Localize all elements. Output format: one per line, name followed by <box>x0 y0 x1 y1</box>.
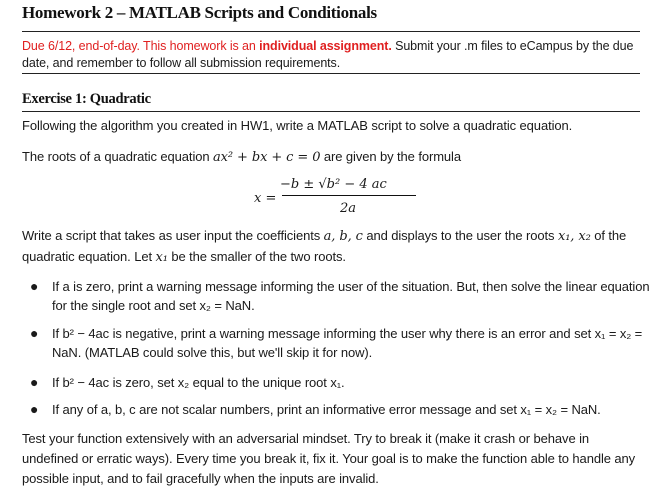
formula-lhs: x = <box>254 191 277 206</box>
bullet-text: If b² − 4ac is negative, print a warning message informing the user why there is an error and set x₁ = x₂ = NaN. (MATLAB could solve this, but we'll skip it for now). <box>52 326 643 360</box>
coefficient-vars: a, b, c <box>323 229 363 244</box>
task-text-1: Write a script that takes as user input the coefficients <box>22 228 324 243</box>
task-text-3: of the quadratic equation. Let <box>22 228 627 264</box>
bullet-icon: ● <box>30 278 39 294</box>
quadratic-equation: ax² + bx + c = 0 <box>213 150 321 165</box>
individual-assignment-text: individual assignment. <box>259 39 392 53</box>
document-title: Homework 2 – MATLAB Scripts and Conditionals <box>22 3 377 22</box>
bullet-icon: ● <box>30 374 39 390</box>
task-text-2: and displays to the user the roots <box>362 228 558 243</box>
x1-var: x₁ <box>155 250 168 265</box>
exercise-intro: Following the algorithm you created in HW1, write a MATLAB script to solve a quadratic equation. <box>22 118 573 133</box>
roots-tail-text: are given by the formula <box>320 149 461 164</box>
quadratic-formula <box>254 177 454 223</box>
formula-denominator: 2a <box>340 201 357 216</box>
exercise-divider <box>22 111 640 112</box>
due-notice <box>22 38 642 72</box>
closing-paragraph: Test your function extensively with an adversarial mindset. Try to break it (make it crash or behave in undefined or erratic ways). Every time you break it, fix it. Your goal is to make the function able to handle any possible input, and to fail gracefully when the inputs are invalid. <box>22 431 636 486</box>
task-description <box>22 226 647 268</box>
roots-statement <box>22 147 647 168</box>
roots-lead-text: The roots of a quadratic equation <box>22 149 214 164</box>
bullet-icon: ● <box>30 325 39 341</box>
due-divider <box>22 73 640 74</box>
bullet-icon: ● <box>30 401 39 417</box>
root-vars: x₁, x₂ <box>557 229 591 244</box>
bullet-text: If b² − 4ac is zero, set x₂ equal to the unique root x₁. <box>52 375 345 390</box>
due-date-text: Due 6/12, end-of-day. This homework is an <box>22 39 260 53</box>
exercise-heading: Exercise 1: Quadratic <box>22 91 151 107</box>
task-text-4: be the smaller of the two roots. <box>167 249 346 264</box>
bullet-text: If any of a, b, c are not scalar numbers, print an informative error message and set x₁ = x₂ = NaN. <box>52 402 601 417</box>
bullet-text: If a is zero, print a warning message informing the user of the situation. But, then solve the linear equation for the single root and set x₂ = NaN. <box>52 279 650 313</box>
formula-numerator: −b ± √b² − 4 ac <box>280 177 387 192</box>
submission-instructions: Submit your .m files to eCampus by the due date, and remember to follow all submission requirements. <box>22 39 634 70</box>
title-divider <box>22 31 640 32</box>
fraction-bar <box>282 195 416 196</box>
